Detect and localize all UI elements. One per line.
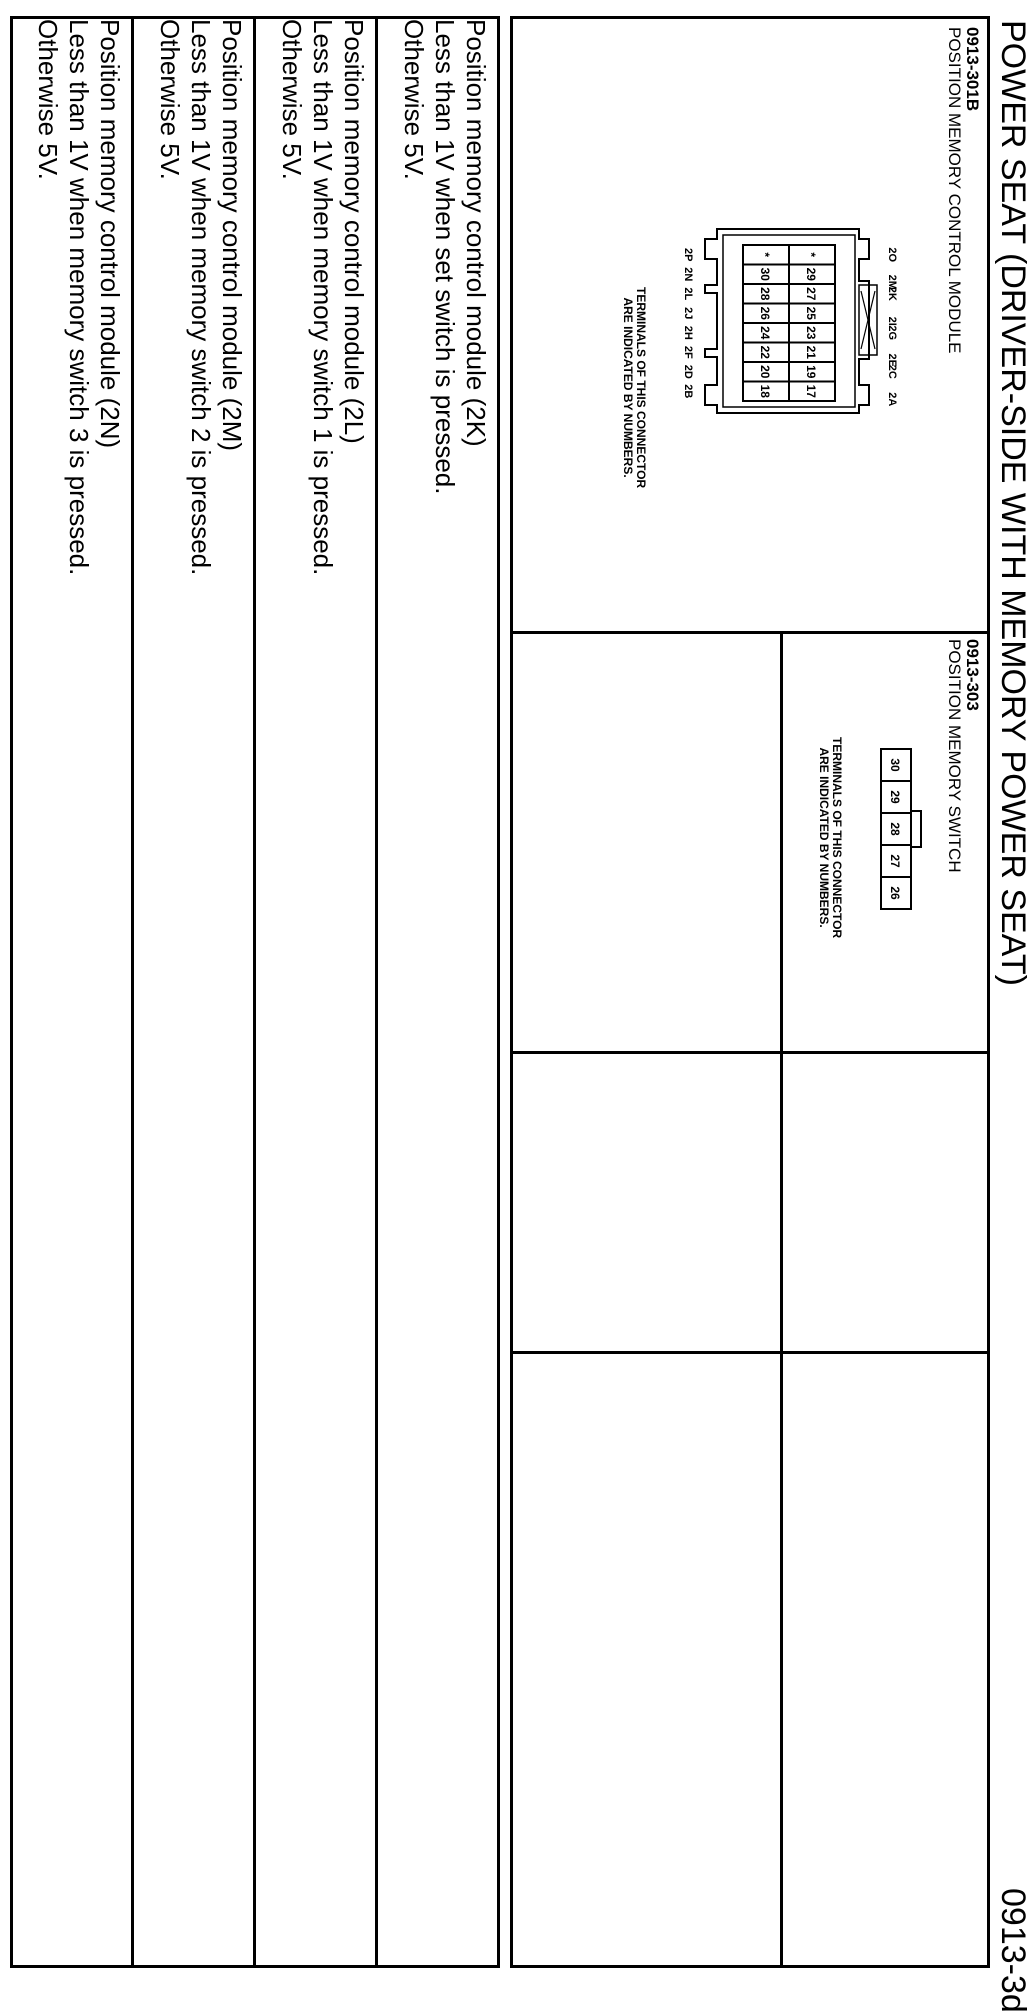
pin-label: 2C bbox=[886, 364, 898, 379]
description-line: Otherwise 5V. bbox=[33, 19, 63, 180]
pin-number: 19 bbox=[804, 365, 818, 379]
connector-note bbox=[817, 737, 843, 938]
pin-label: 2K bbox=[886, 286, 898, 301]
pin-number: * bbox=[804, 252, 818, 258]
page-code: 0913-3d bbox=[994, 1888, 1032, 2013]
pin-label: 2F bbox=[682, 345, 694, 359]
description-line: Position memory control module (2L) bbox=[339, 19, 369, 444]
pin-number: 24 bbox=[758, 326, 772, 340]
pin-label: 2N bbox=[682, 267, 694, 282]
description-row bbox=[131, 19, 253, 1965]
pin-label: 2O bbox=[886, 247, 898, 263]
pin-number: 18 bbox=[758, 384, 772, 398]
description-line: Less than 1V when memory switch 2 is pressed. bbox=[186, 19, 216, 576]
description-line: Position memory control module (2K) bbox=[461, 19, 491, 447]
page-title: POWER SEAT (DRIVER-SIDE WITH MEMORY POWER SEAT) bbox=[994, 20, 1032, 986]
description-row bbox=[375, 19, 497, 1965]
pin-label: 2I bbox=[886, 316, 898, 326]
pin-number: 26 bbox=[758, 306, 772, 320]
pin-label: 2A bbox=[886, 392, 898, 407]
pin-label: 2M bbox=[886, 274, 898, 290]
pin-number: 28 bbox=[758, 287, 772, 301]
table-divider bbox=[513, 631, 987, 634]
connector-key bbox=[911, 811, 921, 847]
connector-note bbox=[621, 287, 647, 488]
connector-table bbox=[510, 16, 990, 1968]
pin-number: 27 bbox=[804, 287, 818, 301]
pin-label: 2P bbox=[682, 248, 694, 262]
connector-name: POSITION MEMORY SWITCH bbox=[945, 639, 964, 873]
description-line: Less than 1V when memory switch 1 is pressed. bbox=[308, 19, 338, 576]
pin-number: 26 bbox=[888, 886, 902, 900]
pin-label: 2G bbox=[886, 325, 898, 341]
description-line: Position memory control module (2N) bbox=[95, 19, 125, 449]
pin-label: 2J bbox=[682, 307, 694, 320]
pin-number: 21 bbox=[804, 345, 818, 359]
connector-code: 0913-303 bbox=[963, 639, 982, 711]
pin-number: 27 bbox=[888, 854, 902, 868]
pin-label: 2L bbox=[682, 287, 694, 301]
description-line: Less than 1V when memory switch 3 is pressed. bbox=[64, 19, 94, 576]
pin-number: 22 bbox=[758, 345, 772, 359]
pin-label: 2H bbox=[682, 325, 694, 340]
description-table bbox=[10, 16, 500, 1968]
pin-number: 17 bbox=[804, 384, 818, 398]
pin-number: 29 bbox=[888, 790, 902, 804]
pin-label: 2B bbox=[682, 384, 694, 399]
description-line: Less than 1V when set switch is pressed. bbox=[430, 19, 460, 495]
connector-name: POSITION MEMORY CONTROL MODULE bbox=[945, 27, 964, 354]
description-line: Otherwise 5V. bbox=[155, 19, 185, 180]
pin-label: 2D bbox=[682, 364, 694, 379]
table-divider bbox=[780, 631, 783, 1965]
description-line: Position memory control module (2M) bbox=[217, 19, 247, 452]
connector-note-line1: TERMINALS OF THIS CONNECTOR bbox=[634, 287, 648, 489]
pin-label: 2E bbox=[886, 353, 898, 367]
description-line: Otherwise 5V. bbox=[277, 19, 307, 180]
pin-number: 23 bbox=[804, 326, 818, 340]
connector-diagram-303 bbox=[833, 735, 933, 935]
description-row bbox=[13, 19, 131, 1965]
pin-number: 29 bbox=[804, 267, 818, 281]
pin-number: 25 bbox=[804, 306, 818, 320]
connector-code: 0913-301B bbox=[963, 27, 982, 112]
table-divider bbox=[513, 1351, 987, 1354]
pin-number: 30 bbox=[758, 267, 772, 281]
connector-note-line2: ARE INDICATED BY NUMBERS. bbox=[621, 297, 635, 478]
pin-number: * bbox=[758, 252, 772, 258]
description-row bbox=[253, 19, 375, 1965]
table-divider bbox=[513, 1051, 987, 1054]
pin-number: 30 bbox=[888, 758, 902, 772]
connector-note-line2: ARE INDICATED BY NUMBERS. bbox=[817, 747, 831, 928]
connector-diagram-301b bbox=[617, 159, 917, 499]
pin-number: 20 bbox=[758, 365, 772, 379]
pin-number: 28 bbox=[888, 822, 902, 836]
description-line: Otherwise 5V. bbox=[399, 19, 429, 180]
connector-note-line1: TERMINALS OF THIS CONNECTOR bbox=[830, 737, 844, 939]
